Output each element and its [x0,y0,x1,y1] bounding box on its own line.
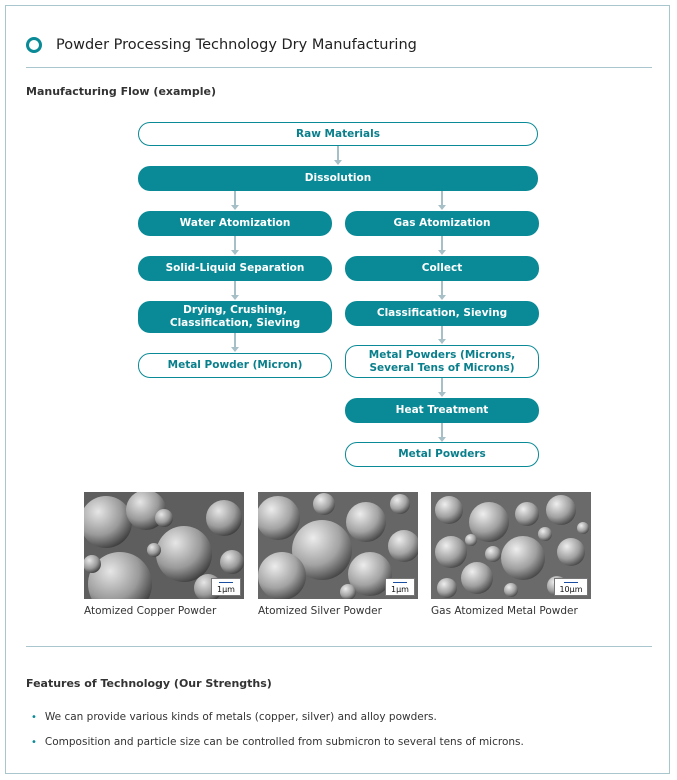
arrow-down-icon [438,295,446,300]
flow-box-water-atomization: Water Atomization [138,211,332,236]
flow-box-heat-treatment: Heat Treatment [345,398,539,423]
bullet-icon: • [31,736,37,748]
flow-box-dissolution: Dissolution [138,166,538,191]
section-header [26,30,417,60]
page-title: Powder Processing Technology Dry Manufacturing [56,37,417,53]
divider [26,67,652,68]
arrow-down-icon [438,205,446,210]
arrow-down-icon [438,250,446,255]
flow-box-metal-powder-micron: Metal Powder (Micron) [138,353,332,378]
features-label: Features of Technology (Our Strengths) [26,677,272,690]
flow-connector [441,281,443,296]
arrow-down-icon [438,392,446,397]
flow-connector [441,236,443,251]
flow-box-classification-sieving: Classification, Sieving [345,301,539,326]
divider [26,646,652,647]
flow-connector [234,236,236,251]
sem-image-gas-atomized [431,492,591,599]
photo-caption: Atomized Silver Powder [258,605,382,617]
arrow-down-icon [438,339,446,344]
scale-bar: 1μm [211,578,241,596]
scale-bar: 10μm [554,578,588,596]
arrow-down-icon [231,250,239,255]
flow-box-gas-atomization: Gas Atomization [345,211,539,236]
flow-connector [234,281,236,296]
flow-box-raw-materials: Raw Materials [138,122,538,146]
flow-box-metal-powders-microns: Metal Powders (Microns, Several Tens of Microns) [345,345,539,378]
photo-caption: Atomized Copper Powder [84,605,217,617]
content-panel [5,5,670,774]
ring-bullet-icon [26,37,42,53]
scale-bar: 1μm [385,578,415,596]
feature-text: We can provide various kinds of metals (copper, silver) and alloy powders. [44,711,437,723]
flow-connector [441,326,443,340]
sem-image-copper [84,492,244,599]
flow-box-drying-crushing: Drying, Crushing, Classification, Sieving [138,301,332,333]
list-item [31,736,524,748]
arrow-down-icon [334,160,342,165]
feature-text: Composition and particle size can be controlled from submicron to several tens of microns. [44,736,524,748]
flow-box-metal-powders: Metal Powders [345,442,539,467]
flow-connector [441,378,443,393]
arrow-down-icon [231,205,239,210]
arrow-down-icon [231,295,239,300]
flow-label: Manufacturing Flow (example) [26,85,217,98]
flow-connector [234,333,236,348]
flow-connector [441,423,443,438]
list-item [31,711,437,723]
flow-box-solid-liquid-separation: Solid-Liquid Separation [138,256,332,281]
sem-image-silver [258,492,418,599]
flow-box-collect: Collect [345,256,539,281]
arrow-down-icon [231,347,239,352]
photo-caption: Gas Atomized Metal Powder [431,605,578,617]
bullet-icon: • [31,711,37,723]
